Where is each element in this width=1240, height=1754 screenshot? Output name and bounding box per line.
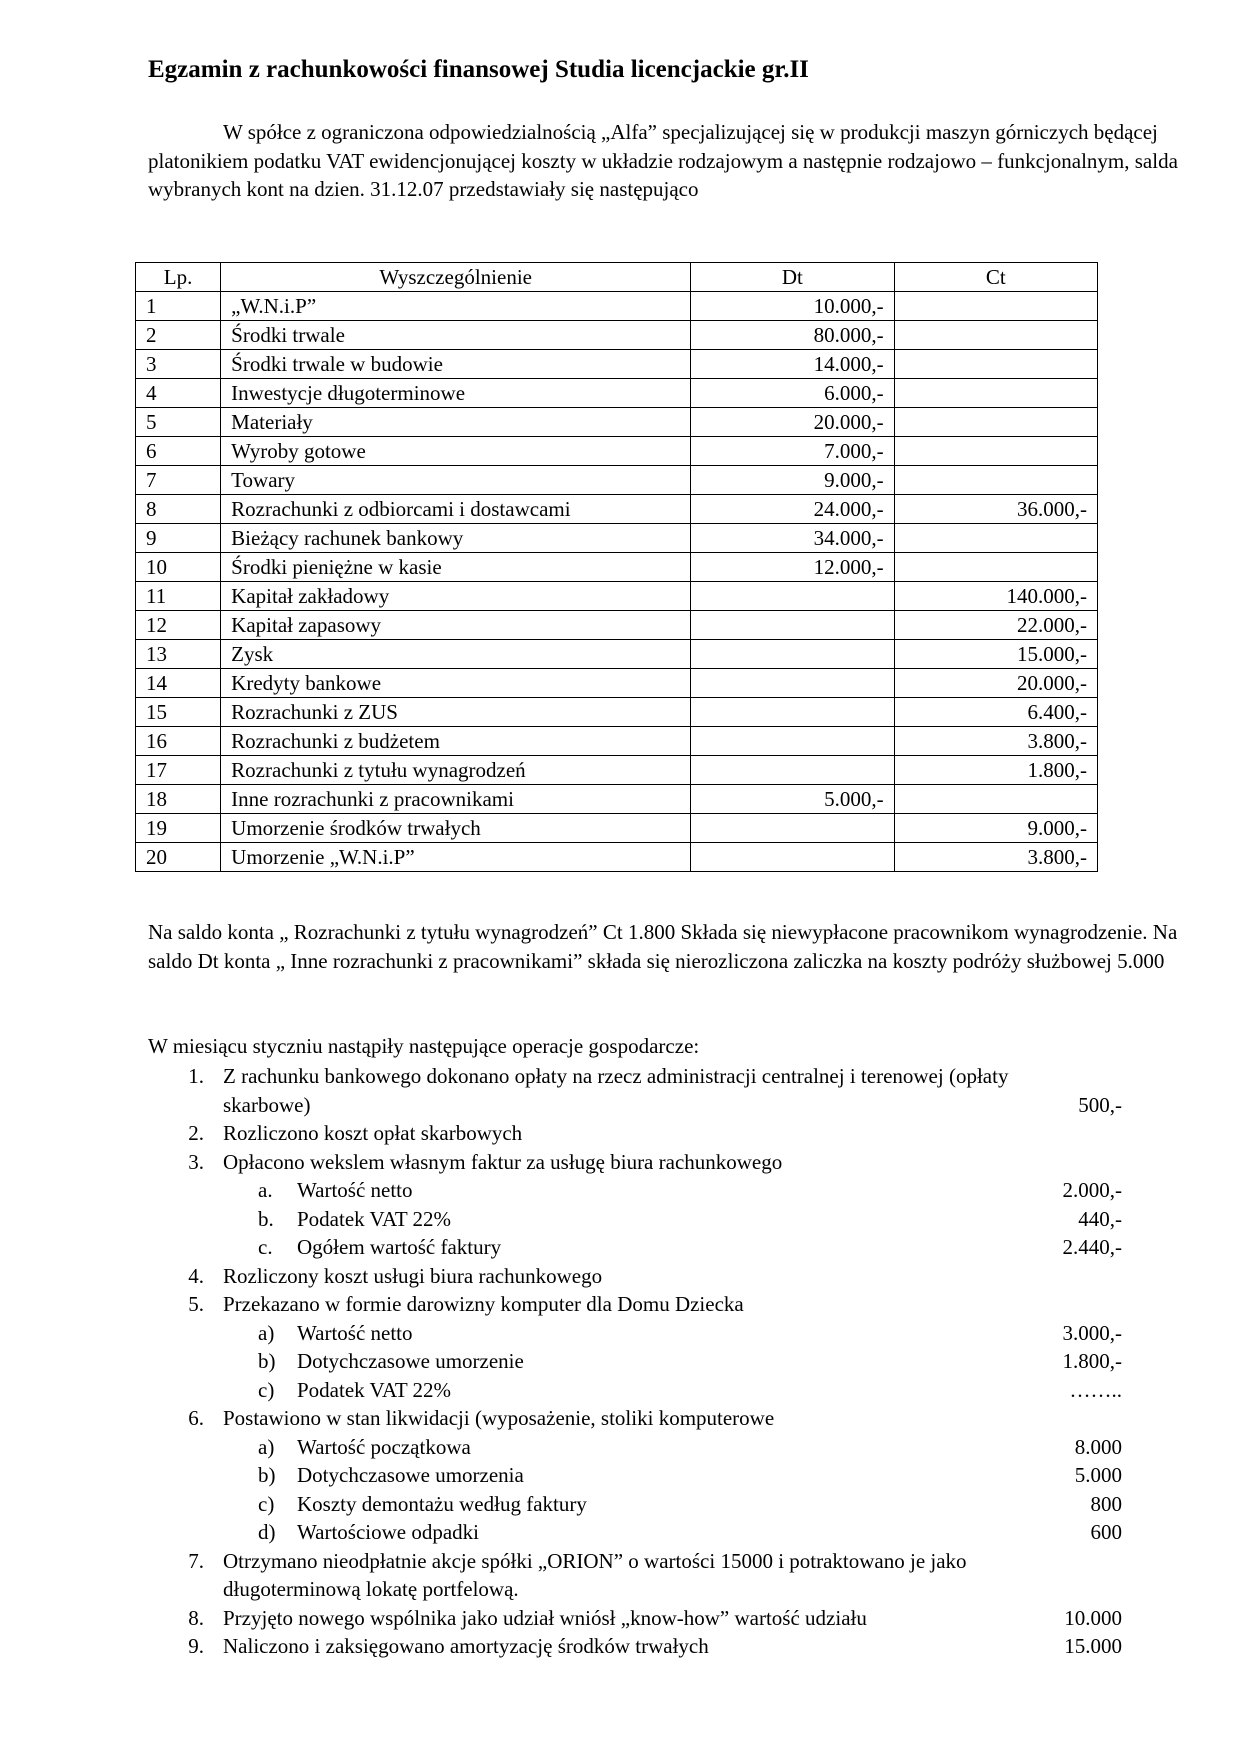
table-row — [136, 727, 1098, 756]
cell-dt: 24.000,- — [691, 495, 894, 524]
cell-ct — [894, 321, 1097, 350]
cell-name: Kredyty bankowe — [221, 669, 691, 698]
cell-lp: 7 — [136, 466, 221, 495]
cell-name: Środki trwale — [221, 321, 691, 350]
cell-dt: 9.000,- — [691, 466, 894, 495]
cell-name: Środki pieniężne w kasie — [221, 553, 691, 582]
operation-text: Naliczono i zaksięgowano amortyzację środków trwałych — [223, 1634, 709, 1658]
cell-lp: 4 — [136, 379, 221, 408]
sub-item-text: Ogółem wartość faktury — [297, 1235, 502, 1259]
header-lp: Lp. — [136, 263, 221, 292]
cell-name: Rozrachunki z odbiorcami i dostawcami — [221, 495, 691, 524]
sub-item-label: b. — [258, 1206, 274, 1231]
cell-lp: 15 — [136, 698, 221, 727]
cell-dt: 14.000,- — [691, 350, 894, 379]
cell-dt — [691, 756, 894, 785]
note-paragraph: Na saldo konta „ Rozrachunki z tytułu wynagrodzeń” Ct 1.800 Składa się niewypłacone pracownikom wynagrodzenie. Na saldo Dt konta „ Inne rozrachunki z pracownikami” składa się nierozliczona zaliczka na koszty podróży służbowej 5.000 — [148, 920, 1178, 973]
cell-lp: 5 — [136, 408, 221, 437]
cell-ct: 3.800,- — [894, 843, 1097, 872]
operation-text: długoterminową lokatę portfelową. — [223, 1577, 519, 1601]
cell-dt: 12.000,- — [691, 553, 894, 582]
sub-item-label: c. — [258, 1235, 273, 1259]
cell-lp: 19 — [136, 814, 221, 843]
sub-item-label: c) — [258, 1491, 275, 1516]
cell-lp: 20 — [136, 843, 221, 872]
cell-name: Kapitał zapasowy — [221, 611, 691, 640]
table-row — [136, 553, 1098, 582]
cell-ct: 15.000,- — [894, 640, 1097, 669]
sub-item-text: Wartość netto — [297, 1320, 413, 1345]
cell-dt — [691, 669, 894, 698]
sub-item-amount: 2.000,- — [1062, 1178, 1122, 1202]
cell-lp: 1 — [136, 292, 221, 321]
cell-ct — [894, 408, 1097, 437]
header-ct: Ct — [894, 263, 1097, 292]
cell-name: Materiały — [221, 408, 691, 437]
table-row — [136, 350, 1098, 379]
operation-number: 2. — [188, 1121, 204, 1145]
table-row — [136, 379, 1098, 408]
operation-number: 8. — [188, 1605, 204, 1630]
sub-item-amount: 1.800,- — [1062, 1349, 1122, 1373]
table-row — [136, 785, 1098, 814]
cell-dt: 20.000,- — [691, 408, 894, 437]
sub-item-label: d) — [258, 1520, 276, 1544]
sub-item-amount: …….. — [1069, 1377, 1122, 1402]
cell-name: Wyroby gotowe — [221, 437, 691, 466]
table-row — [136, 582, 1098, 611]
operation-amount: 15.000 — [1064, 1634, 1122, 1658]
operation-number: 1. — [188, 1064, 204, 1088]
cell-ct: 9.000,- — [894, 814, 1097, 843]
cell-lp: 18 — [136, 785, 221, 814]
cell-dt: 6.000,- — [691, 379, 894, 408]
cell-name: Rozrachunki z budżetem — [221, 727, 691, 756]
table-row — [136, 843, 1098, 872]
header-name: Wyszczególnienie — [221, 263, 691, 292]
sub-item-amount: 8.000 — [1074, 1434, 1122, 1459]
cell-dt — [691, 814, 894, 843]
operation-text: skarbowe) — [223, 1092, 311, 1117]
operation-number: 4. — [188, 1263, 204, 1288]
cell-ct: 22.000,- — [894, 611, 1097, 640]
cell-ct — [894, 292, 1097, 321]
sub-item-text: Podatek VAT 22% — [297, 1377, 452, 1402]
operation-amount: 10.000 — [1064, 1605, 1122, 1630]
cell-lp: 16 — [136, 727, 221, 756]
document-title: Egzamin z rachunkowości finansowej Studia licencjackie gr.II — [148, 56, 809, 83]
table-header-row — [136, 263, 1098, 292]
sub-item-label: a) — [258, 1320, 275, 1345]
sub-item-text: Dotychczasowe umorzenia — [297, 1463, 524, 1487]
table-row — [136, 814, 1098, 843]
operation-text: Rozliczono koszt opłat skarbowych — [223, 1121, 523, 1145]
intro-text: W spółce z ograniczona odpowiedzialnością „Alfa” specjalizującej się w produkcji maszyn górniczych będącej platonikiem podatku VAT ewidencjonującej koszty w układzie rodzajowym a następnie rodzajowo – funkcjonalnym, salda wybranych kont na dzien. 31.12.07 przedstawiały się następująco — [148, 120, 1178, 201]
operation-text: Opłacono wekslem własnym faktur za usługę biura rachunkowego — [223, 1149, 783, 1174]
operation-amount: 500,- — [1078, 1092, 1122, 1117]
table-row — [136, 640, 1098, 669]
operation-text: Postawiono w stan likwidacji (wyposażenie, stoliki komputerowe — [223, 1406, 775, 1430]
cell-ct: 3.800,- — [894, 727, 1097, 756]
sub-item-amount: 3.000,- — [1062, 1320, 1122, 1345]
operation-text: Z rachunku bankowego dokonano opłaty na rzecz administracji centralnej i terenowej (opłaty — [223, 1064, 1009, 1088]
operation-text: Przyjęto nowego wspólnika jako udział wniósł „know-how” wartość udziału — [223, 1605, 867, 1630]
cell-dt — [691, 727, 894, 756]
account-balances-table — [135, 262, 1098, 872]
cell-name: „W.N.i.P” — [221, 292, 691, 321]
cell-name: Środki trwale w budowie — [221, 350, 691, 379]
cell-lp: 10 — [136, 553, 221, 582]
sub-item-label: b) — [258, 1349, 276, 1373]
cell-lp: 11 — [136, 582, 221, 611]
cell-lp: 9 — [136, 524, 221, 553]
sub-item-text: Wartość netto — [297, 1178, 413, 1202]
table-row — [136, 669, 1098, 698]
cell-lp: 8 — [136, 495, 221, 524]
sub-item-text: Wartościowe odpadki — [297, 1520, 480, 1544]
cell-dt — [691, 698, 894, 727]
cell-dt: 80.000,- — [691, 321, 894, 350]
cell-lp: 2 — [136, 321, 221, 350]
cell-dt: 34.000,- — [691, 524, 894, 553]
cell-name: Towary — [221, 466, 691, 495]
cell-ct: 20.000,- — [894, 669, 1097, 698]
cell-lp: 17 — [136, 756, 221, 785]
header-dt: Dt — [691, 263, 894, 292]
cell-dt: 7.000,- — [691, 437, 894, 466]
cell-name: Inwestycje długoterminowe — [221, 379, 691, 408]
table-row — [136, 292, 1098, 321]
table-row — [136, 756, 1098, 785]
sub-item-text: Wartość początkowa — [297, 1434, 471, 1459]
cell-name: Kapitał zakładowy — [221, 582, 691, 611]
cell-ct — [894, 350, 1097, 379]
cell-lp: 14 — [136, 669, 221, 698]
cell-dt — [691, 640, 894, 669]
operation-number: 5. — [188, 1292, 204, 1316]
cell-ct — [894, 524, 1097, 553]
sub-item-label: b) — [258, 1463, 276, 1487]
cell-lp: 13 — [136, 640, 221, 669]
table-row — [136, 611, 1098, 640]
table-row — [136, 466, 1098, 495]
cell-name: Rozrachunki z tytułu wynagrodzeń — [221, 756, 691, 785]
cell-ct — [894, 553, 1097, 582]
sub-item-amount: 440,- — [1078, 1206, 1122, 1231]
sub-item-text: Koszty demontażu według faktury — [297, 1491, 587, 1516]
operation-text: Rozliczony koszt usługi biura rachunkowego — [223, 1263, 603, 1288]
sub-item-amount: 600 — [1090, 1520, 1122, 1544]
operation-number: 7. — [188, 1548, 204, 1573]
cell-ct: 1.800,- — [894, 756, 1097, 785]
operation-number: 3. — [188, 1149, 204, 1174]
cell-name: Zysk — [221, 640, 691, 669]
cell-ct — [894, 437, 1097, 466]
sub-item-text: Podatek VAT 22% — [297, 1206, 452, 1231]
sub-item-amount: 5.000 — [1074, 1463, 1122, 1487]
sub-item-amount: 800 — [1090, 1491, 1122, 1516]
cell-ct: 36.000,- — [894, 495, 1097, 524]
sub-item-label: a) — [258, 1434, 275, 1459]
operation-text: Otrzymano nieodpłatnie akcje spółki „ORION” o wartości 15000 i potraktowano je jako — [223, 1548, 967, 1573]
cell-dt: 10.000,- — [691, 292, 894, 321]
operations-intro: W miesiącu styczniu nastąpiły następujące operacje gospodarcze: — [148, 1034, 700, 1058]
operation-number: 9. — [188, 1634, 204, 1658]
operation-number: 6. — [188, 1406, 204, 1430]
cell-dt — [691, 843, 894, 872]
cell-dt: 5.000,- — [691, 785, 894, 814]
sub-item-label: c) — [258, 1377, 275, 1402]
table-row — [136, 321, 1098, 350]
cell-name: Bieżący rachunek bankowy — [221, 524, 691, 553]
cell-ct — [894, 785, 1097, 814]
cell-ct: 6.400,- — [894, 698, 1097, 727]
intro-paragraph — [148, 118, 1178, 204]
sub-item-label: a. — [258, 1178, 273, 1202]
table-row — [136, 698, 1098, 727]
cell-lp: 3 — [136, 350, 221, 379]
table-row — [136, 437, 1098, 466]
cell-ct — [894, 379, 1097, 408]
cell-lp: 12 — [136, 611, 221, 640]
cell-name: Rozrachunki z ZUS — [221, 698, 691, 727]
table-body — [136, 292, 1098, 872]
cell-lp: 6 — [136, 437, 221, 466]
table-row — [136, 495, 1098, 524]
cell-ct — [894, 466, 1097, 495]
cell-dt — [691, 611, 894, 640]
operation-text: Przekazano w formie darowizny komputer dla Domu Dziecka — [223, 1292, 744, 1316]
sub-item-text: Dotychczasowe umorzenie — [297, 1349, 524, 1373]
cell-dt — [691, 582, 894, 611]
sub-item-amount: 2.440,- — [1062, 1235, 1122, 1259]
cell-name: Umorzenie „W.N.i.P” — [221, 843, 691, 872]
table-row — [136, 524, 1098, 553]
table-row — [136, 408, 1098, 437]
cell-name: Inne rozrachunki z pracownikami — [221, 785, 691, 814]
cell-ct: 140.000,- — [894, 582, 1097, 611]
cell-name: Umorzenie środków trwałych — [221, 814, 691, 843]
